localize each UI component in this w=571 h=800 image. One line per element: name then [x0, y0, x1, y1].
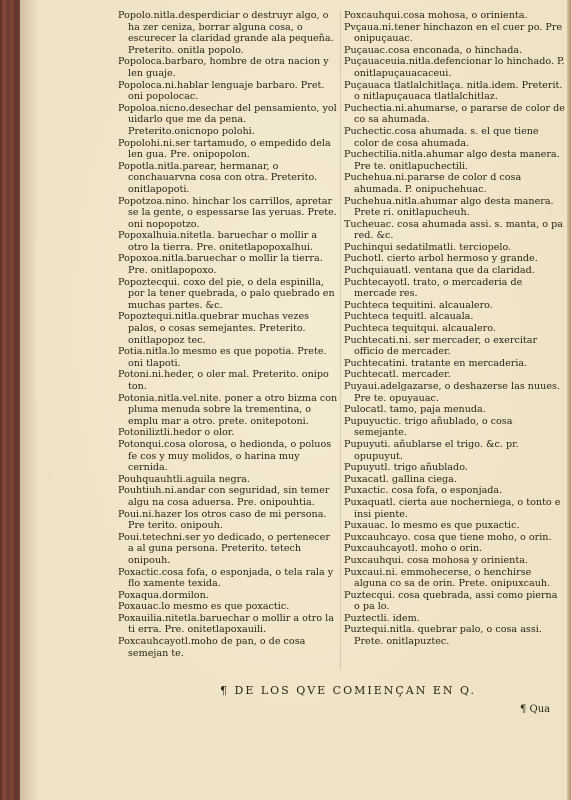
left-column-entry: Poxauilia.nitetla.baruechar o mollir a otro la ti erra. Pre. onitetlapoxauili.: [118, 612, 334, 636]
left-column-entry: Poui.tetechni.ser yo dedicado, o pertenecer a al guna persona. Preterito. tetech onipouh.: [118, 531, 330, 566]
left-column-entry: Popoloa.nicno.desechar del pensamiento, yol uidarlo que me da pena. Preterito.onicnopo polohi.: [118, 102, 337, 137]
right-column-entry: Pupuyuti. añublarse el trigo. &c. pr. opupuyut.: [344, 438, 519, 462]
right-column-entry: Puxcaui.ni. emmohecerse, o henchirse alguna co sa de orin. Prete. onipuxcauh.: [344, 566, 551, 590]
right-column-entry: Puchectic.cosa ahumada. s. el que tiene color de cosa ahumada.: [344, 125, 539, 149]
left-column-entry: Potoni.ni.heder, o oler mal. Preterito. onipo ton.: [118, 369, 329, 392]
left-column-entry: Potia.nitla.lo mesmo es que popotia. Prete. oni tlapoti.: [118, 346, 327, 369]
right-column-entry: Puchotl. cierto arbol hermoso y grande.: [344, 253, 538, 265]
right-column-entry: Puztectli. idem.: [344, 612, 420, 624]
right-column-entry: Puxactic. cosa fofa, o esponjada.: [344, 485, 503, 497]
right-column-entry: Puxcauhqui. cosa mohosa y orinienta.: [344, 554, 528, 566]
catchword: ¶ Qua: [520, 704, 551, 715]
right-column-entry: Puztequi.nitla. quebrar palo, o cosa assi. Prete. onitlapuztec.: [344, 624, 542, 648]
right-column-entry: Puxaquatl. cierta aue nocherniega, o tonto e insi piente.: [344, 496, 561, 520]
left-column-entry: Popoztequi.nitla.quebrar muchas vezes palos, o cosas semejantes. Preterito. onitlapopoz tec.: [118, 311, 310, 346]
right-column-entry: Pupuyutl. trigo añublado.: [344, 462, 468, 474]
right-column-entry: Pupuyuctic. trigo añublado, o cosa semejante.: [344, 415, 513, 439]
right-column-entry: Puchteca tequitl. alcauala.: [344, 311, 474, 323]
right-column-entry: Puchteca tequitqui. alcaualero.: [344, 323, 496, 335]
right-column-entry: Puchteca tequitini. alcaualero.: [344, 299, 493, 311]
right-column-entry: Puchtecatini. tratante en mercaderia.: [344, 357, 528, 369]
right-column-entry: Puxauac. lo mesmo es que puxactic.: [344, 520, 520, 532]
right-column-entry: Puztecqui. cosa quebrada, assi como pierna o pa lo.: [344, 589, 558, 613]
right-column-entry: Puçauac.cosa enconada, o hinchada.: [344, 44, 523, 56]
right-column-entry: Poxcauhqui.cosa mohosa, o orinienta.: [344, 10, 528, 21]
left-column-entry: Potoniliztli.hedor o olor.: [118, 427, 235, 439]
column-divider: [340, 10, 341, 670]
right-column-entry: Puchectilia.nitla.ahumar algo desta manera. Pre te. onitlapuchectili.: [344, 149, 560, 172]
left-column-entry: Popoloca.barbaro, hombre de otra nacion y len guaje.: [118, 56, 329, 79]
left-column-entry: Poxauac.lo mesmo es que poxactic.: [118, 601, 290, 613]
right-column-entry: Puxcauhcayotl. moho o orin.: [344, 543, 483, 555]
left-column-entry: Potonia.nitla.vel.nite. poner a otro bizma con pluma menuda sobre la trementina, o emplu mar a otro. prete. onitepotoni.: [118, 392, 338, 427]
right-column-entry: Puxcauhcayo. cosa que tiene moho, o orin.: [344, 531, 552, 543]
right-column-entry: Puchquiauatl. ventana que da claridad.: [344, 265, 535, 277]
right-column-entry: Puçauaca tlatlalchitlaça. nitla.idem. Preterit. o nitlapuçauaca tlatlalchitlaz.: [344, 79, 563, 103]
left-column-entry: Popoloca.ni.hablar lenguaje barbaro. Pret. oni popolocac.: [118, 79, 325, 103]
left-column-entry: Poxaqua.dormilon.: [118, 589, 209, 601]
left-column-entry: Poxactic.cosa fofa, o esponjada, o tela rala y flo xamente texida.: [118, 566, 334, 590]
right-column-entry: Puchectia.ni.ahumarse, o pararse de color de co sa ahumada.: [344, 102, 565, 126]
right-column-entry: Puchinqui sedatilmatli. terciopelo.: [344, 241, 512, 253]
left-column-entry: Popotla.nitla.parear, hermanar, o conchauarvna cosa con otra. Preterito. onitlapopoti.: [118, 160, 318, 195]
right-column: [344, 10, 566, 648]
right-column-entry: Pvçaua.ni.tener hinchazon en el cuer po. Pre onipuçauac.: [344, 21, 563, 45]
right-column-entry: Puchtecati.ni. ser mercader, o exercitar officio de mercader.: [344, 334, 538, 358]
left-column-entry: Pouhtiuh.ni.andar con seguridad, sin temer algu na cosa aduersa. Pre. onipouhtia.: [118, 485, 330, 508]
right-column-entry: Puchtecayotl. trato, o mercaderia de mercade res.: [344, 276, 523, 300]
left-column-entry: Popolohi.ni.ser tartamudo, o empedido dela len gua. Pre. onipopolon.: [118, 137, 331, 161]
right-column-entry: Tucheuac. cosa ahumada assi. s. manta, o pa red. &c.: [344, 218, 563, 242]
right-column-entry: Puchehua.ni.pararse de color d cosa ahumada. P. onipuchehuac.: [344, 172, 522, 195]
right-column-entry: Puyaui.adelgazarse, o deshazerse las nuues. Pre te. opuyauac.: [344, 381, 560, 404]
left-column-entry: Pouhquauhtli.aguila negra.: [118, 473, 250, 485]
left-column-entry: Popoxoa.nitla.baruechar o mollir la tierra. Pre. onitlapopoxo.: [118, 253, 323, 277]
left-column-entry: Potonqui.cosa olorosa, o hedionda, o poluos fe cos y muy molidos, o harina muy cernida.: [118, 438, 332, 474]
right-column-entry: Puxacatl. gallina ciega.: [344, 473, 457, 485]
right-column-entry: Puçauaceuia.nitla.defencionar lo hinchado. P. onitlapuçauacaceui.: [344, 56, 565, 79]
left-column-entry: Poui.ni.hazer los otros caso de mi persona. Pre terito. onipouh.: [118, 508, 327, 532]
left-column-entry: Popotzoa.nino. hinchar los carrillos, apretar se la gente, o espessarse las yeruas. Prete. oni nopopotzo.: [118, 195, 337, 230]
right-column-entry: Puchtecatl. mercader.: [344, 369, 451, 381]
left-column-entry: Popolo.nitla.desperdiciar o destruyr algo, o ha zer ceniza, borrar alguna cosa, o escurecer la claridad grande ala pequeña. Preterito. onitla popolo.: [118, 10, 334, 56]
left-column-entry: Popoztecqui. coxo del pie, o dela espinilla, por la tener quebrada, o palo quebrado en muchas partes. &c.: [118, 276, 335, 311]
section-heading: ¶ DE LOS QVE COMIENÇAN EN Q.: [220, 684, 476, 697]
left-column-entry: Poxcauhcayotl.moho de pan, o de cosa semejan te.: [118, 636, 306, 659]
page-edge: [567, 0, 571, 800]
right-column-entry: Puchehua.nitla.ahumar algo desta manera. Prete ri. onitlapucheuh.: [344, 195, 554, 219]
left-column-entry: Popoxalhuia.nitetla. baruechar o mollir a otro la tierra. Pre. onitetlapopoxalhui.: [118, 230, 318, 253]
left-column: [118, 10, 338, 659]
right-column-entry: Pulocatl. tamo, paja menuda.: [344, 404, 486, 416]
